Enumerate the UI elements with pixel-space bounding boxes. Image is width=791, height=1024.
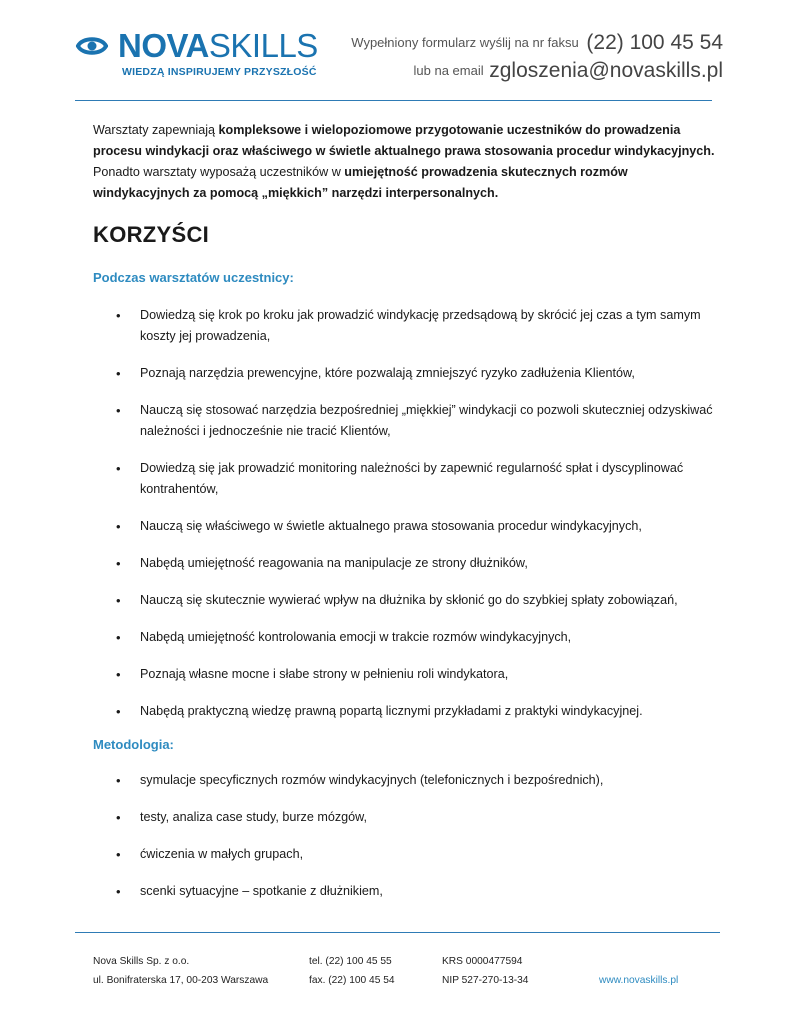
footer-nip: NIP 527-270-13-34 — [442, 975, 529, 986]
list-item: • Poznają własne mocne i słabe strony w pełnieniu roli windykatora, — [93, 664, 733, 685]
intro-bold-2: umiejętność prowadzenia skutecznych rozmów windykacyjnych za pomocą „miękkich” narzędzi interpersonalnych. — [93, 165, 628, 200]
methodology-list — [93, 770, 733, 918]
footer-tel: tel. (22) 100 45 55 — [309, 956, 392, 967]
list-item: • scenki sytuacyjne – spotkanie z dłużnikiem, — [93, 881, 733, 902]
intro-text-2: Ponadto warsztaty wyposażą uczestników w — [93, 165, 345, 179]
email-label: lub na email — [413, 63, 484, 78]
email-row — [351, 56, 723, 86]
footer-address: ul. Bonifraterska 17, 00-203 Warszawa — [93, 975, 269, 986]
benefits-list — [93, 305, 733, 738]
list-item: • Nabędą umiejętność reagowania na manipulacje ze strony dłużników, — [93, 553, 733, 574]
footer-website-link[interactable]: www.novaskills.pl — [599, 975, 679, 986]
intro-paragraph — [93, 120, 723, 204]
section-title: KORZYŚCI — [93, 222, 210, 247]
fax-row — [351, 30, 723, 56]
list-item: • Nauczą się właściwego w świetle aktualnego prawa stosowania procedur windykacyjnych, — [93, 516, 733, 537]
footer-fax: fax. (22) 100 45 54 — [309, 975, 395, 986]
email-link[interactable]: zgloszenia@novaskills.pl — [489, 59, 723, 82]
footer-registry-block — [442, 952, 528, 990]
footer-company: Nova Skills Sp. z o.o. — [93, 956, 190, 967]
company-logo — [74, 24, 318, 84]
contact-block — [351, 30, 723, 86]
methodology-heading: Metodologia: — [93, 737, 174, 752]
list-item: • Nabędą umiejętność kontrolowania emocji w trakcie rozmów windykacyjnych, — [93, 627, 733, 648]
list-item: • Nauczą się stosować narzędzia bezpośredniej „miękkiej” windykacji co pozwoli skuteczniej odzyskiwać należności i jednocześnie nie tracić Klientów, — [93, 400, 733, 442]
logo-tagline: WIEDZĄ INSPIRUJEMY PRZYSZŁOŚĆ — [122, 66, 317, 78]
header-divider — [75, 100, 712, 101]
list-item: • symulacje specyficznych rozmów windykacyjnych (telefonicznych i bezpośrednich), — [93, 770, 733, 791]
footer-phone-block — [309, 952, 395, 990]
benefits-heading: Podczas warsztatów uczestnicy: — [93, 270, 294, 285]
list-item: • Poznają narzędzia prewencyjne, które pozwalają zmniejszyć ryzyko zadłużenia Klientów, — [93, 363, 733, 384]
fax-label: Wypełniony formularz wyślij na nr faksu — [351, 35, 579, 50]
list-item: • Nauczą się skutecznie wywierać wpływ na dłużnika by skłonić go do szybkiej spłaty zobowiązań, — [93, 590, 733, 611]
list-item: • ćwiczenia w małych grupach, — [93, 844, 733, 865]
list-item: • Nabędą praktyczną wiedzę prawną popartą licznymi przykładami z praktyki windykacyjnej. — [93, 701, 733, 722]
footer-krs: KRS 0000477594 — [442, 956, 523, 967]
footer-divider — [75, 932, 720, 933]
fax-number: (22) 100 45 54 — [586, 31, 723, 54]
logo-wordmark: NOVASKILLS — [118, 27, 318, 64]
footer-company-block — [93, 952, 268, 990]
list-item: • testy, analiza case study, burze mózgów, — [93, 807, 733, 828]
intro-bold-1: kompleksowe i wielopoziomowe przygotowanie uczestników do prowadzenia procesu windykacji oraz właściwego w świetle aktualnego prawa stosowania procedur windykacyjnych. — [93, 123, 715, 158]
intro-text-1: Warsztaty zapewniają — [93, 123, 219, 137]
list-item: • Dowiedzą się jak prowadzić monitoring należności by zapewnić regularność spłat i dyscyplinować kontrahentów, — [93, 458, 733, 500]
list-item: • Dowiedzą się krok po kroku jak prowadzić windykację przedsądową by skrócić jej czas a tym samym koszty jej prowadzenia, — [93, 305, 733, 347]
eye-logo-icon — [74, 28, 110, 64]
